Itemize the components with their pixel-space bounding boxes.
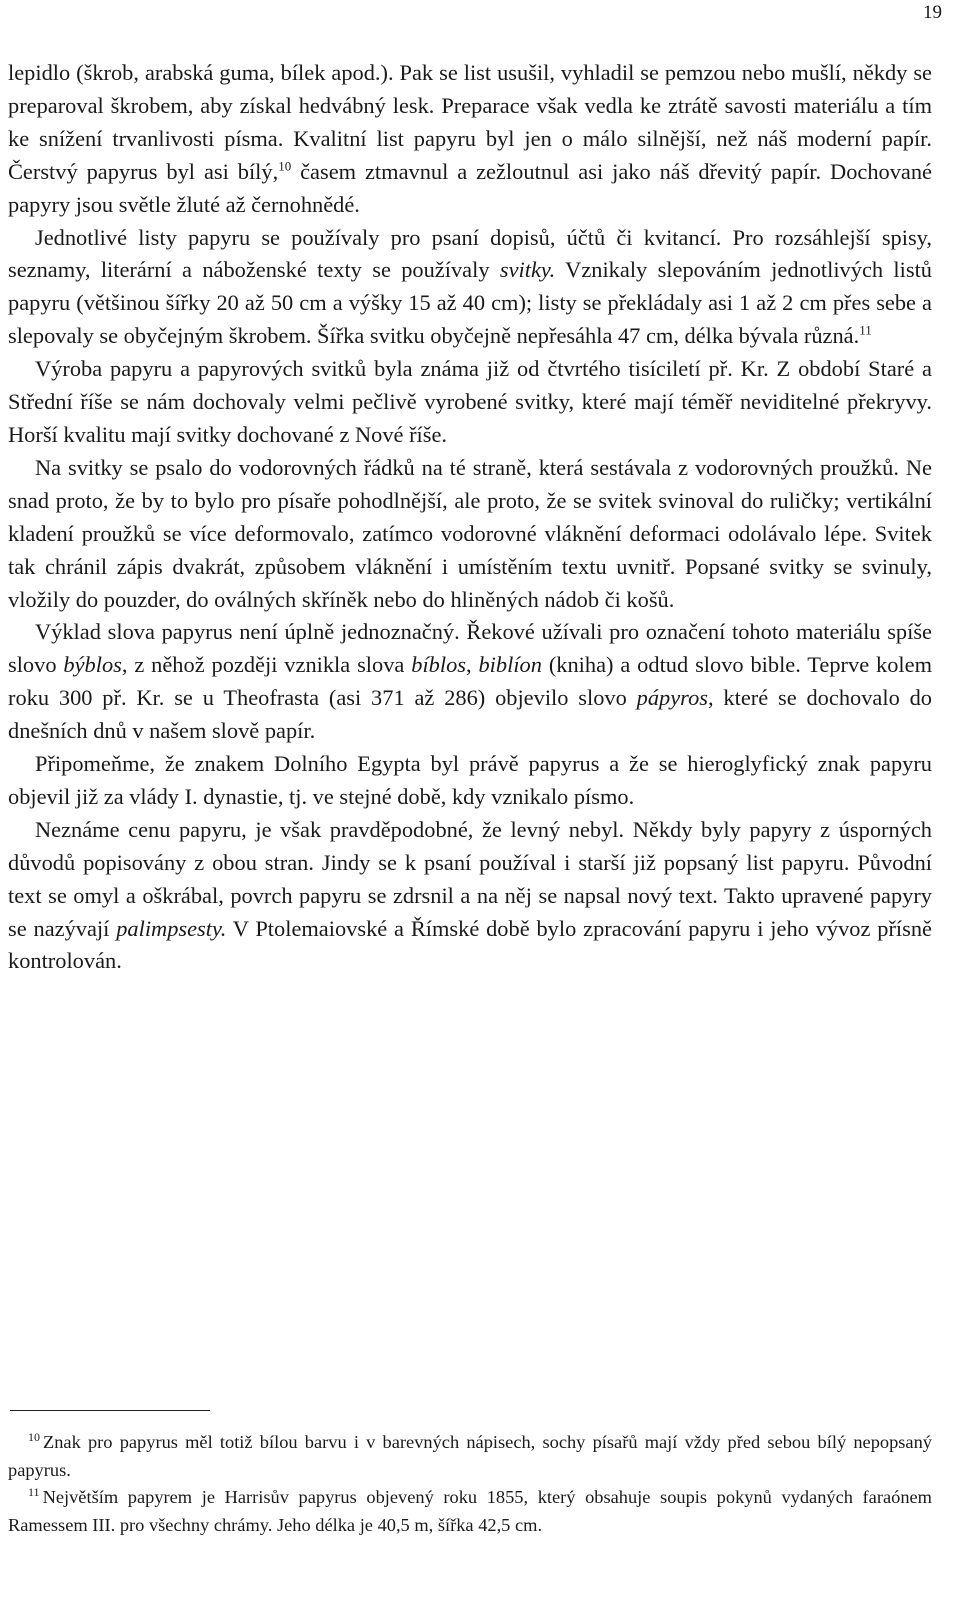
- footnote-ref-10[interactable]: 10: [278, 158, 292, 174]
- paragraph-4: Na svitky se psalo do vodorovných řádků na té straně, která sestávala z vodorovných proužků. Ne snad proto, že by to bylo pro písaře pohodlnější, ale proto, že se svitek svinoval do ruličky; vertikální kladení proužků se více deformovalo, zatímco vodorovné vláknění deformaci odolávalo lépe. Svitek tak chránil zápis dvakrát, způsobem vláknění i umístěním textu uvnitř. Popsané svitky se svinuly, vložily do pouzder, do oválných skříněk nebo do hliněných nádob či košů.: [8, 454, 932, 612]
- paragraph-5-text-e: , které se dochovalo do dnešních dnů v našem slově papír.: [8, 685, 932, 744]
- paragraph-7-italic: palimpsesty.: [116, 915, 227, 941]
- footnote-10: [8, 1429, 932, 1484]
- footnotes: [8, 1429, 932, 1539]
- footnote-divider: [10, 1410, 210, 1411]
- paragraph-3: Výroba papyru a papyrových svitků byla známa již od čtvrtého tisíciletí př. Kr. Z období Staré a Střední říše se nám dochovaly velmi pečlivě vyrobené svitky, které mají téměř neviditelné překryvy. Horší kvalitu mají svitky dochované z Nové říše.: [8, 356, 932, 447]
- body-text: [8, 57, 932, 978]
- paragraph-5-text-a: Výklad slova papyrus není úplně jednoznačný. Řekové užívali pro označení tohoto materiálu spíše slovo: [8, 619, 932, 678]
- footnote-number: 10: [28, 1429, 40, 1444]
- paragraph-6: Připomeňme, že znakem Dolního Egypta byl právě papyrus a že se hieroglyfický znak papyru objevil již za vlády I. dynastie, tj. ve stejné době, kdy vznikalo písmo.: [8, 751, 932, 809]
- paragraph-2-text-b: Vznikaly slepováním jednotlivých listů papyru (většinou šířky 20 až 50 cm a výšky 15 až 40 cm); listy se překládaly asi 1 až 2 cm přes sebe a slepovaly se obyčejným škrobem. Šířka svitku obyčejně nepřesáhla 47 cm, délka bývala různá.: [8, 257, 933, 349]
- footnote-ref-11[interactable]: 11: [859, 322, 872, 338]
- footnote-number: 11: [28, 1484, 40, 1499]
- paragraph-2-italic: svitky.: [499, 257, 556, 283]
- paragraph-7: [8, 814, 932, 979]
- paragraph-1-text-b: časem ztmavnul a zežloutnul asi jako náš dřevitý papír. Dochované papyry jsou světle žluté až černohnědé.: [8, 158, 932, 217]
- page-number: 19: [923, 2, 942, 23]
- paragraph-2-text: Jednotlivé listy papyru se používaly pro psaní dopisů, účtů či kvitancí. Pro rozsáhlejší spisy, seznamy, literární a náboženské texty se používaly: [8, 224, 932, 283]
- footnote-text: Největším papyrem je Harrisův papyrus objevený roku 1855, který obsahuje soupis pokynů vydaných faraónem Ramessem III. pro všechny chrámy. Jeho délka je 40,5 m, šířka 42,5 cm.: [8, 1487, 932, 1535]
- paragraph-1-text: lepidlo (škrob, arabská guma, bílek apod.). Pak se list usušil, vyhladil se pemzou nebo mušlí, někdy se preparoval škrobem, aby získal hedvábný lesk. Preparace však vedla ke ztrátě savosti materiálu a tím ke snížení trvanlivosti písma. Kvalitní list papyru byl jen o málo silnější, než náš moderní papír. Čerstvý papyrus byl asi bílý,: [8, 60, 932, 184]
- paragraph-5-text-d: (kniha) a odtud slovo bible. Teprve kolem roku 300 př. Kr. se u Theofrasta (asi 371 až 286) objevilo slovo: [8, 652, 932, 711]
- paragraph-1: [8, 57, 932, 222]
- paragraph-5: [8, 616, 932, 748]
- paragraph-5-text-c: ,: [466, 652, 479, 678]
- paragraph-7-text-b: V Ptolemaiovské a Římské době bylo zpracování papyru i jeho vývoz přísně kontrolován.: [8, 915, 932, 974]
- paragraph-7-text-a: Neznáme cenu papyru, je však pravděpodobné, že levný nebyl. Někdy byly papyry z úsporných důvodů popisovány z obou stran. Jindy se k psaní používal i starší již popsaný list papyru. Původní text se omyl a oškrábal, povrch papyru se zdrsnil a na něj se napsal nový text. Takto upravené papyry se nazývají: [8, 816, 932, 941]
- paragraph-2: [8, 222, 932, 354]
- paragraph-5-italic-c: biblíon: [478, 652, 542, 678]
- footnote-text: Znak pro papyrus měl totiž bílou barvu i v barevných nápisech, sochy písařů mají vždy před sebou bílý nepopsaný papyrus.: [8, 1432, 932, 1480]
- paragraph-5-italic-d: pápyros: [636, 685, 708, 711]
- footnote-11: [8, 1484, 932, 1539]
- paragraph-5-text-b: , z něhož později vznikla slova: [121, 652, 412, 678]
- paragraph-5-italic-a: býblos: [63, 652, 122, 678]
- paragraph-5-italic-b: bíblos: [411, 652, 466, 678]
